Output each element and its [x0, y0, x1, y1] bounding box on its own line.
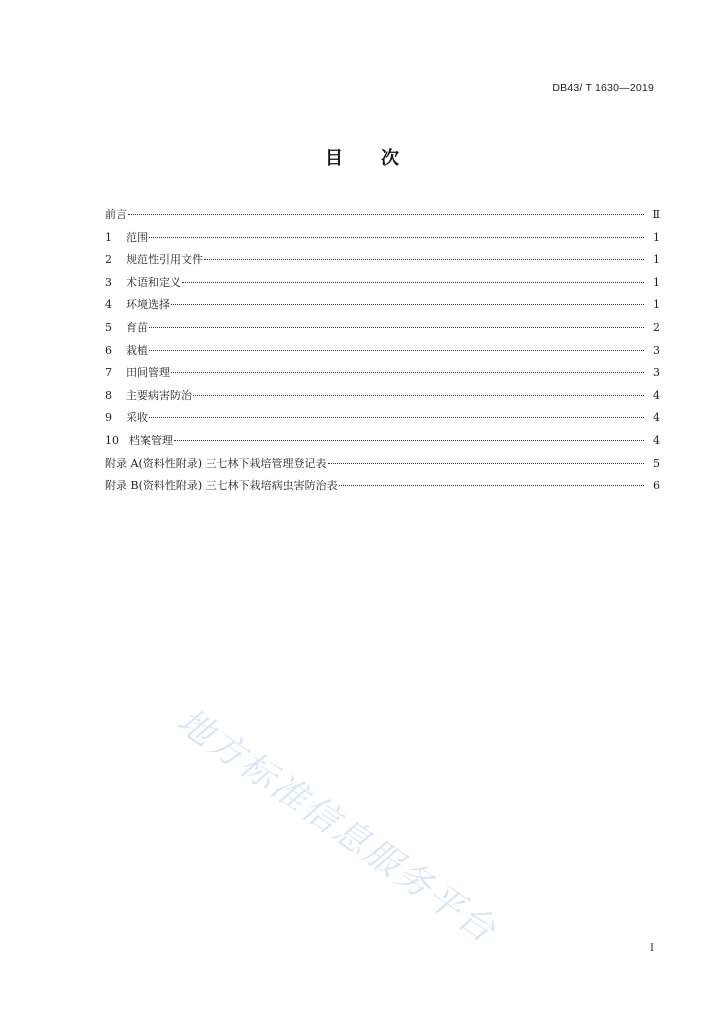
dot-leader [149, 350, 644, 351]
document-code: DB43/ T 1630—2019 [552, 82, 654, 94]
dot-leader [149, 417, 644, 418]
toc-entry-number: 8 [105, 388, 112, 402]
toc-entry-planting[interactable] [105, 342, 660, 365]
toc-entry-seedling[interactable] [105, 319, 660, 342]
toc-entry-label: 术语和定义 [126, 275, 181, 289]
toc-entry-environment-selection[interactable] [105, 296, 660, 319]
toc-entry-page: 5 [653, 456, 660, 470]
toc-entry-label: 档案管理 [129, 433, 173, 447]
toc-entry-foreword[interactable] [105, 206, 660, 229]
dot-leader [182, 282, 644, 283]
watermark: 地方标准信息服务平台 [169, 701, 505, 952]
dot-leader [193, 395, 644, 396]
toc-entry-number: 6 [105, 343, 112, 357]
toc-entry-page: 2 [653, 320, 660, 334]
toc-entry-number: 9 [105, 411, 112, 425]
toc-entry-label: 采收 [126, 411, 148, 425]
toc-entry-appendix-a[interactable] [105, 455, 660, 478]
toc-entry-field-management[interactable] [105, 364, 660, 387]
toc-entry-label: 附录 B(资料性附录) 三七林下栽培病虫害防治表 [105, 479, 338, 493]
toc-entry-page: 1 [653, 298, 660, 312]
toc-entry-page: 1 [653, 275, 660, 289]
toc-entry-page: 3 [653, 366, 660, 380]
dot-leader [171, 372, 644, 373]
toc-entry-page: 4 [653, 433, 660, 447]
toc-entry-page: Ⅱ [652, 208, 660, 221]
table-of-contents [105, 206, 660, 500]
toc-entry-label: 前言 [105, 208, 127, 221]
toc-entry-appendix-b[interactable] [105, 477, 660, 500]
toc-entry-label: 栽植 [126, 343, 148, 357]
toc-entry-normative-references[interactable] [105, 251, 660, 274]
toc-entry-page: 4 [653, 411, 660, 425]
dot-leader [149, 237, 644, 238]
dot-leader [328, 463, 644, 464]
toc-entry-harvest[interactable] [105, 409, 660, 432]
title-char-1: 目 [325, 148, 343, 169]
toc-entry-disease-control[interactable] [105, 387, 660, 410]
toc-entry-number: 3 [105, 275, 112, 289]
dot-leader [174, 440, 644, 441]
toc-entry-label: 育苗 [126, 320, 148, 334]
toc-entry-label: 田间管理 [126, 366, 170, 380]
page-title [0, 144, 724, 170]
toc-entry-number: 4 [105, 298, 112, 312]
toc-entry-label: 范围 [126, 230, 148, 244]
toc-entry-page: 4 [653, 388, 660, 402]
toc-entry-scope[interactable] [105, 229, 660, 252]
toc-entry-label: 环境选择 [126, 298, 170, 312]
toc-entry-page: 1 [653, 253, 660, 267]
dot-leader [149, 327, 644, 328]
toc-entry-number: 1 [105, 230, 112, 244]
toc-entry-label: 规范性引用文件 [126, 253, 203, 267]
toc-entry-page: 6 [653, 479, 660, 493]
toc-entry-label: 主要病害防治 [126, 388, 192, 402]
dot-leader [204, 259, 644, 260]
dot-leader [128, 214, 644, 215]
toc-entry-records-management[interactable] [105, 432, 660, 455]
toc-entry-number: 10 [105, 433, 119, 447]
toc-entry-terms-definitions[interactable] [105, 274, 660, 297]
toc-entry-page: 1 [653, 230, 660, 244]
page-number: I [650, 943, 654, 954]
toc-entry-number: 2 [105, 253, 112, 267]
title-char-2: 次 [381, 148, 399, 169]
toc-entry-number: 5 [105, 320, 112, 334]
toc-entry-page: 3 [653, 343, 660, 357]
toc-entry-number: 7 [105, 366, 112, 380]
dot-leader [171, 304, 644, 305]
toc-entry-label: 附录 A(资料性附录) 三七林下栽培管理登记表 [105, 456, 327, 470]
dot-leader [339, 485, 644, 486]
